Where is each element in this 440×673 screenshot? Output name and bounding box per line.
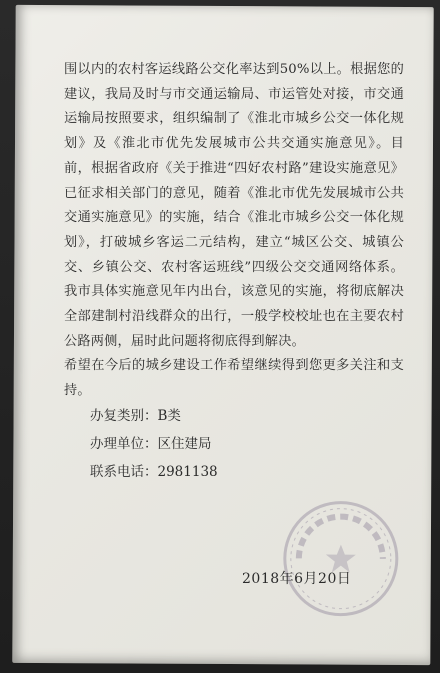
contact-phone: 联系电话：2981138 (90, 464, 218, 480)
reply-metadata (90, 402, 218, 486)
document-date: 2018年6月20日 (242, 571, 352, 587)
body-paragraph-2: 希望在今后的城乡建设工作希望继续得到您更多关注和支持。 (64, 358, 404, 399)
body-paragraph-1: 围以内的农村客运线路公交化率达到50%以上。根据您的建议，我局及时与市交通运输局、市运管处对接，市交通运输局按照要求，组织编制了《淮北市城乡公交一体化规划》及《淮北市优先发展城市公共交通实施意见》。目前，根据省政府《关于推进“四好农村路”建设实施意见》已征求相关部门的意见，随着《淮北市优先发展城市公共交通实施意见》的实施，结合《淮北市城乡公交一体化规划》，打破城乡客运二元结构，建立“城区公交、城镇公交、乡镇公交、农村客运班线”四级公交交通网络体系。我市具体实施意见年内出台，该意见的实施，将彻底解决全部建制村沿线群众的出行，一般学校校址也在主要农村公路两侧，届时此问题将彻底得到解决。 (64, 62, 404, 349)
letter-body (64, 58, 404, 404)
handling-unit: 办理单位：区住建局 (90, 436, 212, 452)
official-seal-stamp (279, 496, 404, 621)
reply-category: 办复类别：B类 (90, 408, 181, 424)
